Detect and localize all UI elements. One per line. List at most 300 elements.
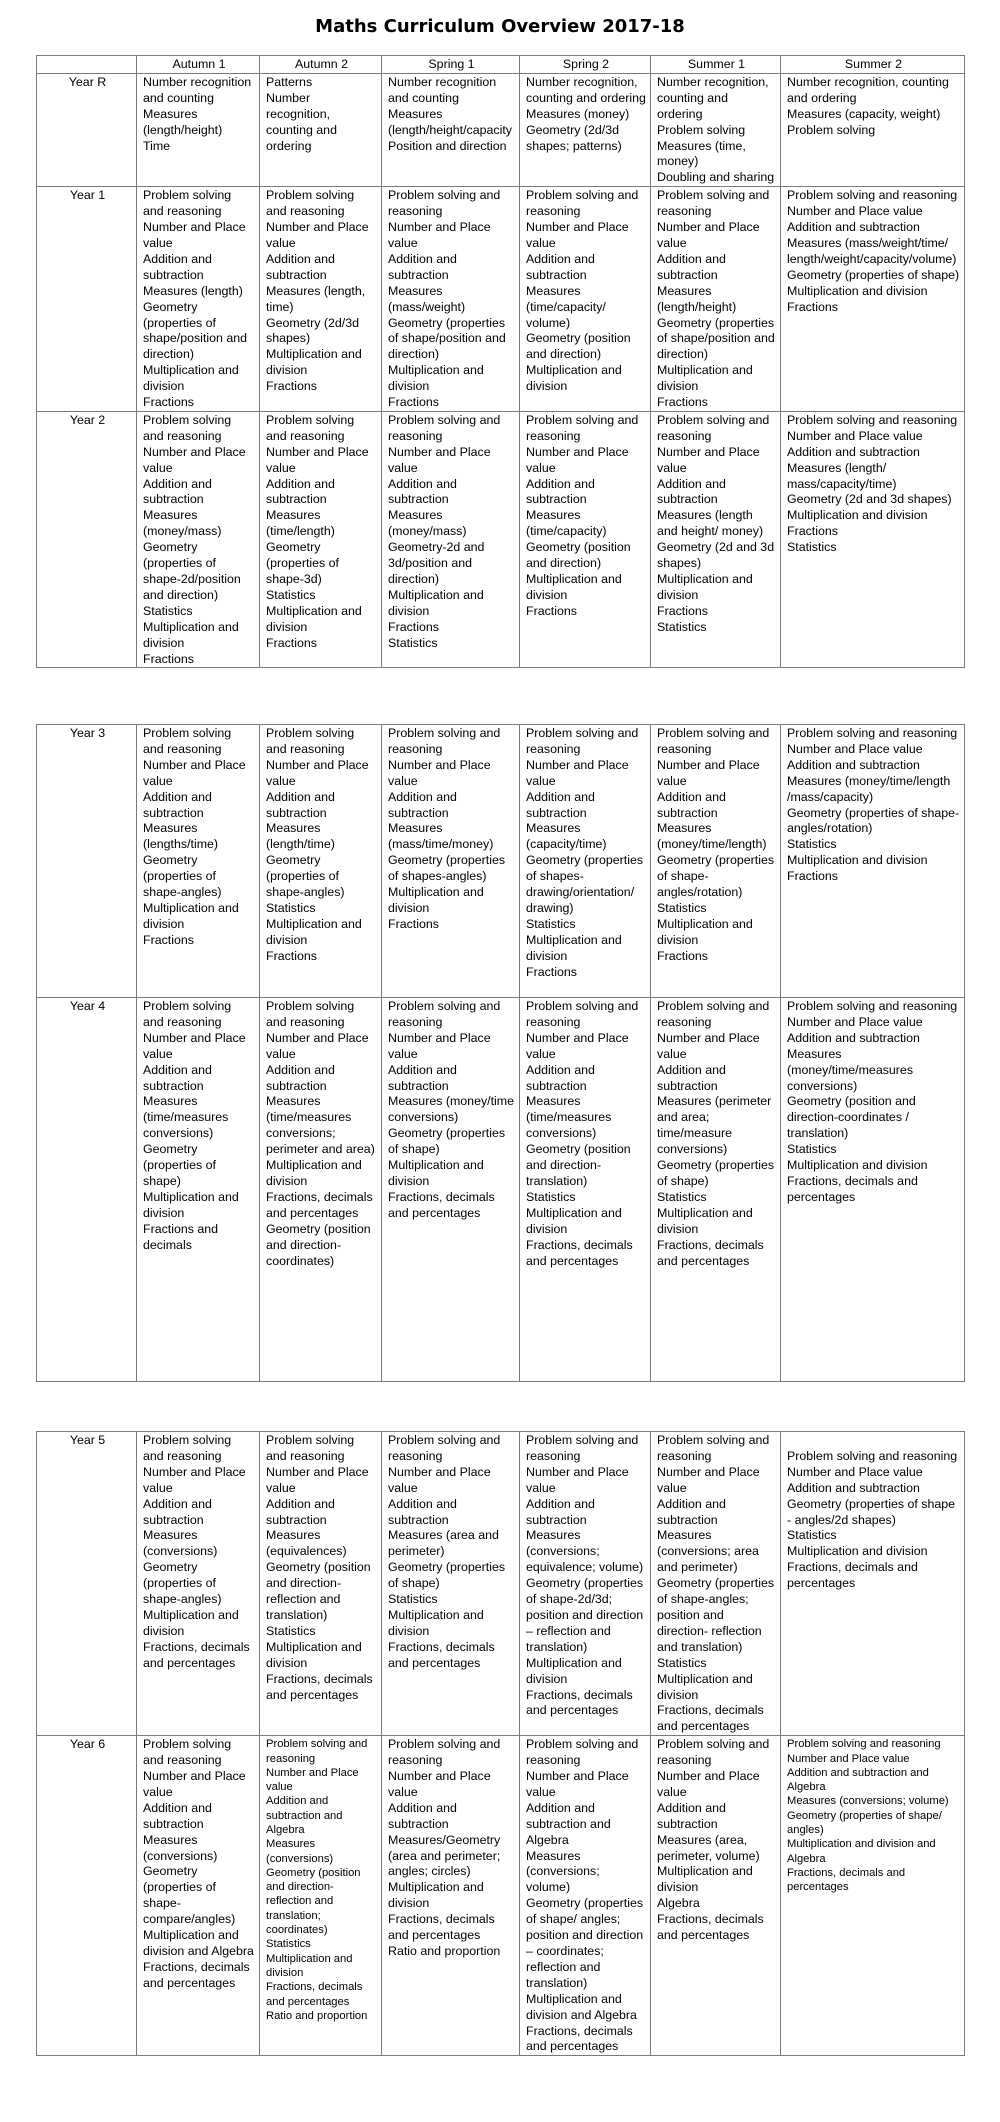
cell-spring-1: [382, 998, 520, 1382]
topic-line: Statistics: [526, 916, 576, 931]
curriculum-table-part-3: [36, 1431, 965, 2056]
topic-line: Multiplication and division: [657, 1864, 753, 1895]
topic-line: Multiplication and division: [657, 1205, 753, 1236]
topic-line: Multiplication and division: [787, 1158, 928, 1173]
cell-autumn-1: [137, 1432, 260, 1736]
topic-line: Problem solving and reasoning: [143, 188, 232, 219]
topic-line: Problem solving and reasoning: [526, 999, 639, 1029]
topic-line: Multiplication and division: [787, 1544, 928, 1559]
topic-line: Multiplication and division: [657, 1671, 753, 1702]
topic-line: Fractions, decimals and percentages: [266, 1189, 373, 1220]
year-label: Year 2: [37, 411, 137, 668]
topic-line: Fractions: [143, 932, 194, 947]
topic-line: Geometry (properties of shape/ angles; position and direction – coordinates; reflection and translation): [526, 1896, 644, 1990]
table-row-year-1: [37, 187, 965, 412]
topic-line: Multiplication and division and Algebra: [526, 1991, 637, 2022]
topic-line: Problem solving and reasoning: [657, 412, 770, 443]
topic-line: Addition and subtraction: [657, 1496, 726, 1527]
topic-line: Multiplication and division and Algebra: [143, 1928, 254, 1958]
curriculum-table-part-2: [36, 724, 965, 1382]
cell-autumn-2: [260, 1736, 382, 2056]
topic-line: Fractions, decimals and percentages: [657, 1912, 764, 1943]
cell-spring-1: [382, 1736, 520, 2056]
topic-line: Problem solving and reasoning: [787, 412, 958, 427]
topic-line: Fractions: [787, 299, 838, 314]
table-row-year-4: [37, 998, 965, 1382]
topic-line: Statistics: [266, 1938, 311, 1951]
topic-line: Number and Place value: [143, 1464, 246, 1495]
cell-autumn-1: [137, 1736, 260, 2056]
topic-line: Geometry (position and direction-reflection and translation; coordinates): [266, 1866, 361, 1937]
cell-summer-1: [651, 1432, 781, 1736]
topic-line: Multiplication and division: [143, 619, 239, 650]
topic-line: Statistics: [787, 1142, 837, 1157]
topic-line: Statistics: [657, 1655, 707, 1670]
topic-line: Problem solving and reasoning: [657, 188, 770, 219]
topic-line: Multiplication and division: [657, 916, 753, 947]
topic-line: Addition and subtraction: [657, 1800, 726, 1831]
table-row-year-5: [37, 1432, 965, 1736]
cell-spring-1: [382, 187, 520, 412]
topic-line: Number and Place value: [657, 220, 760, 250]
topic-line: Geometry (properties of shape-angles): [266, 853, 345, 900]
topic-line: Number and Place value: [143, 220, 246, 250]
topic-line: Measures (mass/weight): [388, 283, 466, 314]
topic-line: Multiplication and division: [388, 1880, 484, 1911]
topic-line: Fractions: [526, 964, 577, 979]
topic-line: Statistics: [657, 1189, 707, 1204]
topic-line: Multiplication and division: [266, 1158, 362, 1188]
topic-line: Problem solving and reasoning: [787, 1448, 958, 1463]
topic-line: Geometry (properties of shape/position and direction): [657, 315, 775, 362]
cell-spring-1: [382, 725, 520, 998]
topic-line: Statistics: [787, 837, 837, 852]
topic-line: Problem solving and reasoning: [143, 999, 232, 1029]
topic-line: Multiplication and division: [657, 363, 753, 394]
topic-line: Measures (conversions; area and perimeter): [657, 1528, 759, 1575]
topic-line: Addition and subtraction: [657, 789, 726, 820]
topic-line: Multiplication and division: [266, 916, 362, 947]
table-row-year-r: [37, 73, 965, 186]
topic-line: Number recognition, counting and ordering: [787, 74, 949, 105]
topic-line: Problem solving and reasoning: [388, 1737, 501, 1768]
topic-line: Number recognition and counting: [388, 74, 497, 105]
topic-line: Number and Place value: [657, 1464, 760, 1495]
topic-line: Statistics: [266, 587, 316, 602]
topic-line: Number and Place value: [526, 444, 629, 475]
topic-line: Measures (equivalences): [266, 1528, 347, 1559]
topic-line: Measures (money/time conversions): [388, 1094, 515, 1125]
topic-line: Measures (area, perimeter, volume): [657, 1832, 760, 1863]
cell-summer-2: [781, 187, 965, 412]
topic-line: Measures (mass/time/money): [388, 821, 494, 852]
topic-line: Addition and subtraction: [657, 476, 726, 507]
topic-line: Problem solving and reasoning: [143, 1737, 232, 1768]
topic-line: Measures (money/time/measures conversions): [787, 1046, 914, 1093]
topic-line: Addition and subtraction: [143, 1496, 212, 1527]
cell-autumn-2: [260, 998, 382, 1382]
topic-line: Geometry (properties of shape): [143, 1142, 217, 1188]
cell-autumn-1: [137, 998, 260, 1382]
cell-summer-1: [651, 725, 781, 998]
topic-line: Geometry (2d/3d shapes): [266, 315, 359, 346]
header-autumn-2: Autumn 2: [260, 56, 382, 74]
topic-line: Addition and subtraction and Algebra: [787, 1766, 929, 1794]
topic-line: Time: [143, 138, 171, 153]
topic-line: Addition and subtraction: [266, 251, 335, 282]
topic-line: Multiplication and division: [143, 363, 239, 394]
topic-line: Geometry (properties of shapes-drawing/orientation/ drawing): [526, 853, 644, 915]
topic-line: Statistics: [266, 900, 316, 915]
topic-line: Addition and subtraction: [787, 1030, 920, 1045]
topic-line: Problem solving and reasoning: [388, 188, 501, 219]
topic-line: Addition and subtraction: [388, 1496, 457, 1527]
topic-line: Geometry (properties of shape): [388, 1560, 506, 1591]
topic-line: Number and Place value: [787, 1464, 923, 1479]
topic-line: Multiplication and division: [266, 603, 362, 634]
topic-line: Multiplication and division: [787, 853, 928, 868]
topic-line: Measures/Geometry (area and perimeter; angles; circles): [388, 1832, 501, 1879]
topic-line: Problem solving and reasoning: [657, 1433, 770, 1463]
topic-line: Fractions: [143, 395, 194, 410]
header-spring-1: Spring 1: [382, 56, 520, 74]
topic-line: Measures (money/time/length): [657, 821, 767, 852]
cell-summer-2: [781, 725, 965, 998]
topic-line: Geometry (properties of shape-angles/rotation): [787, 805, 960, 836]
topic-line: Problem solving and reasoning: [388, 726, 501, 756]
topic-line: Measures (length and height/ money): [657, 508, 764, 539]
topic-line: Fractions, decimals and percentages: [266, 1981, 363, 2008]
year-label: Year R: [37, 73, 137, 186]
topic-line: Fractions: [657, 603, 708, 618]
topic-line: Multiplication and division: [143, 900, 239, 931]
header-corner: [37, 56, 137, 74]
topic-line: Problem solving and reasoning: [526, 1737, 639, 1768]
topic-line: Geometry (properties of shape): [787, 267, 960, 282]
topic-line: Multiplication and division: [526, 572, 622, 602]
topic-line: Addition and subtraction: [388, 1062, 457, 1093]
topic-line: Fractions: [787, 869, 838, 884]
cell-summer-1: [651, 1736, 781, 2056]
topic-line: Number recognition, counting and ordering: [526, 74, 646, 105]
topic-line: Measures (time/measures conversions): [143, 1094, 229, 1141]
topic-line: Fractions and decimals: [143, 1221, 219, 1252]
topic-line: Number and Place value: [388, 1464, 491, 1495]
page-title: Maths Curriculum Overview 2017-18: [315, 16, 685, 37]
topic-line: Geometry (2d and 3d shapes): [657, 540, 775, 571]
cell-summer-1: [651, 187, 781, 412]
topic-line: Number and Place value: [266, 444, 369, 475]
topic-line: Measures (length/time): [266, 821, 335, 852]
topic-line: Problem solving and reasoning: [143, 412, 232, 443]
cell-spring-1: [382, 411, 520, 668]
topic-line: Problem solving and reasoning: [266, 188, 355, 219]
topic-line: Addition and subtraction: [143, 476, 212, 507]
topic-line: Multiplication and division: [388, 363, 484, 394]
topic-line: Measures (time/capacity): [526, 508, 607, 539]
topic-line: Number and Place value: [143, 1769, 246, 1799]
curriculum-table-part-1: [36, 55, 965, 668]
topic-line: Measures (conversions; volume): [526, 1848, 600, 1895]
topic-line: Number and Place value: [266, 1030, 369, 1061]
topic-line: Geometry (position and direction-coordinates / translation): [787, 1094, 916, 1141]
topic-line: Problem solving and reasoning: [657, 726, 770, 756]
topic-line: Measures (money/mass): [388, 508, 467, 539]
topic-line: Number and Place value: [787, 428, 923, 443]
topic-line: Statistics: [388, 1592, 438, 1607]
cell-autumn-2: [260, 411, 382, 668]
topic-line: Addition and subtraction: [526, 789, 595, 820]
topic-line: Problem solving and reasoning: [657, 1737, 770, 1768]
topic-line: Measures (conversions; equivalence; volume): [526, 1528, 644, 1575]
topic-line: Measures (money): [526, 106, 630, 121]
topic-line: Measures (capacity/time): [526, 821, 607, 852]
topic-line: Fractions, decimals and percentages: [657, 1703, 764, 1734]
topic-line: Number and Place value: [657, 1769, 760, 1799]
topic-line: Number and Place value: [657, 444, 760, 475]
topic-line: Measures (length/height): [657, 283, 737, 314]
topic-line: Fractions, decimals and percentages: [143, 1959, 250, 1990]
topic-line: Measures (perimeter and area; time/measure conversions): [657, 1094, 772, 1157]
topic-line: Multiplication and division: [143, 1189, 239, 1220]
topic-line: Position and direction: [388, 138, 507, 153]
topic-line: Multiplication and division: [388, 885, 484, 915]
topic-line: Number and Place value: [526, 1464, 629, 1495]
topic-line: Number recognition, counting and ordering: [266, 90, 337, 153]
topic-line: Number and Place value: [526, 1030, 629, 1061]
topic-line: Number and Place value: [787, 204, 923, 219]
topic-line: Addition and subtraction and Algebra: [266, 1795, 343, 1836]
cell-summer-2: [781, 411, 965, 668]
topic-line: Number and Place value: [143, 1030, 246, 1061]
cell-autumn-2: [260, 1432, 382, 1736]
header-summer-2: Summer 2: [781, 56, 965, 74]
topic-line: Problem solving and reasoning: [787, 999, 958, 1013]
topic-line: Addition and subtraction: [388, 1800, 457, 1831]
topic-line: Geometry (properties of shape-angles/rotation): [657, 853, 775, 900]
topic-line: Fractions, decimals and percentages: [388, 1189, 495, 1220]
topic-line: Number and Place value: [526, 757, 629, 788]
topic-line: Geometry (properties of shape-angles): [143, 853, 222, 900]
cell-summer-2: [781, 998, 965, 1382]
topic-line: Multiplication and division: [526, 1205, 622, 1236]
topic-line: Addition and subtraction: [526, 1496, 595, 1527]
header-autumn-1: Autumn 1: [137, 56, 260, 74]
topic-line: Addition and subtraction: [266, 1062, 335, 1093]
topic-line: Number and Place value: [388, 757, 491, 788]
topic-line: Fractions, decimals and percentages: [526, 1687, 633, 1718]
topic-line: Problem solving and reasoning: [787, 726, 958, 740]
topic-line: Multiplication and division: [266, 1639, 362, 1670]
cell-spring-1: [382, 1432, 520, 1736]
topic-line: Statistics: [143, 603, 193, 618]
topic-line: Patterns: [266, 74, 313, 89]
topic-line: Number and Place value: [388, 1030, 491, 1061]
topic-line: Addition and subtraction: [266, 1496, 335, 1527]
topic-line: Problem solving and reasoning: [266, 999, 355, 1029]
topic-line: Problem solving and reasoning: [143, 726, 232, 756]
topic-line: Problem solving and reasoning: [526, 1433, 639, 1463]
topic-line: Fractions: [657, 395, 708, 410]
topic-line: Geometry (properties of shape/position and direction): [388, 315, 506, 362]
topic-line: Addition and subtraction: [526, 251, 595, 282]
topic-line: Geometry (properties of shape/ angles): [787, 1809, 942, 1836]
topic-line: Measures (length/ mass/capacity/time): [787, 460, 897, 491]
topic-line: Ratio and proportion: [266, 2009, 368, 2022]
topic-line: Addition and subtraction: [657, 251, 726, 282]
topic-line: Multiplication and division: [388, 1158, 484, 1188]
topic-line: Geometry (properties of shape - angles/2d shapes): [787, 1496, 956, 1527]
topic-line: Problem solving and reasoning: [787, 1738, 941, 1751]
cell-autumn-1: [137, 73, 260, 186]
topic-line: Problem solving and reasoning: [657, 999, 770, 1029]
topic-line: Addition and subtraction: [143, 251, 212, 282]
topic-line: Measures (capacity, weight): [787, 106, 941, 121]
topic-line: Number and Place value: [266, 220, 369, 250]
topic-line: Geometry (position and direction): [526, 540, 631, 571]
topic-line: Fractions: [143, 651, 194, 666]
topic-line: Measures (money/time/length /mass/capacity): [787, 773, 951, 804]
table-row-year-2: [37, 411, 965, 668]
topic-line: Measures (conversions; volume): [787, 1795, 949, 1808]
topic-line: Geometry (properties of shape-3d): [266, 540, 340, 586]
topic-line: Geometry (properties of shape-angles; position and direction- reflection and translation): [657, 1576, 775, 1654]
topic-line: Problem solving and reasoning: [526, 188, 639, 219]
cell-autumn-2: [260, 187, 382, 412]
topic-line: Addition and subtraction: [657, 1062, 726, 1093]
topic-line: Number recognition and counting: [143, 74, 252, 105]
topic-line: Addition and subtraction: [266, 789, 335, 820]
topic-line: Measures (time/capacity/ volume): [526, 283, 606, 330]
topic-line: Addition and subtraction: [143, 789, 212, 820]
topic-line: Problem solving and reasoning: [388, 1433, 501, 1463]
topic-line: Problem solving and reasoning: [266, 726, 355, 756]
topic-line: Measures (area and perimeter): [388, 1528, 499, 1559]
topic-line: Fractions: [266, 948, 317, 963]
topic-line: Measures (length): [143, 283, 243, 298]
year-label: Year 5: [37, 1432, 137, 1736]
topic-line: Measures (lengths/time): [143, 821, 219, 852]
topic-line: Geometry (position and direction-coordinates): [266, 1221, 371, 1268]
cell-autumn-2: [260, 73, 382, 186]
topic-line: Multiplication and division: [388, 1607, 484, 1638]
cell-summer-1: [651, 411, 781, 668]
topic-line: Multiplication and division: [526, 363, 622, 394]
topic-line: Geometry-2d and 3d/position and direction): [388, 540, 485, 586]
topic-line: Number and Place value: [388, 220, 491, 250]
cell-spring-1: [382, 73, 520, 186]
topic-line: Problem solving: [787, 122, 876, 137]
cell-summer-2: [781, 1736, 965, 2056]
cell-summer-2: [781, 73, 965, 186]
year-label: Year 4: [37, 998, 137, 1382]
cell-summer-2: [781, 1432, 965, 1736]
topic-line: Multiplication and division: [787, 508, 928, 523]
topic-line: Measures (length/height/capacity: [388, 106, 512, 137]
topic-line: Fractions: [266, 379, 317, 394]
topic-line: Geometry (properties of shape): [388, 1126, 506, 1157]
year-label: Year 3: [37, 725, 137, 998]
cell-spring-2: [520, 411, 651, 668]
topic-line: Fractions, decimals and percentages: [526, 1237, 633, 1268]
topic-line: Problem solving and reasoning: [266, 1433, 355, 1463]
topic-line: Multiplication and division: [266, 347, 362, 378]
topic-line: Doubling and sharing: [657, 170, 775, 185]
topic-line: Fractions: [388, 395, 439, 410]
topic-line: Addition and subtraction: [388, 789, 457, 820]
topic-line: Addition and subtraction: [388, 476, 457, 507]
cell-autumn-1: [137, 725, 260, 998]
table-row-year-6: [37, 1736, 965, 2056]
topic-line: Number and Place value: [388, 444, 491, 475]
topic-line: Multiplication and division: [787, 283, 928, 298]
topic-line: Statistics: [266, 1623, 316, 1638]
topic-line: Statistics: [526, 1189, 576, 1204]
topic-line: Measures (length, time): [266, 283, 366, 314]
topic-line: Geometry (properties of shape-2d/position and direction): [143, 540, 241, 602]
topic-line: Problem solving and reasoning: [526, 726, 639, 756]
topic-line: Fractions: [388, 619, 439, 634]
topic-line: Fractions, decimals and percentages: [526, 2023, 633, 2054]
topic-line: Fractions, decimals and percentages: [143, 1639, 250, 1670]
topic-line: Number and Place value: [266, 1464, 369, 1495]
topic-line: Measures (conversions): [143, 1528, 218, 1559]
topic-line: Addition and subtraction: [526, 476, 595, 507]
topic-line: Multiplication and division: [143, 1607, 239, 1638]
topic-line: Addition and subtraction: [787, 757, 920, 772]
table-row-year-3: [37, 725, 965, 998]
cell-spring-2: [520, 1736, 651, 2056]
topic-line: Problem solving and reasoning: [266, 412, 355, 443]
topic-line: Statistics: [657, 619, 707, 634]
topic-line: Measures (length/height): [143, 106, 223, 137]
topic-line: Measures (time/measures conversions; perimeter and area): [266, 1094, 375, 1157]
header-row: [37, 56, 965, 74]
topic-line: Multiplication and division: [266, 1952, 353, 1979]
topic-line: Fractions, decimals and percentages: [787, 1866, 906, 1894]
topic-line: Fractions: [266, 635, 317, 650]
topic-line: Fractions, decimals and percentages: [266, 1671, 373, 1702]
topic-line: Number and Place value: [526, 220, 629, 250]
topic-line: Multiplication and division: [388, 587, 484, 618]
topic-line: Problem solving and reasoning: [143, 1433, 232, 1463]
topic-line: Fractions, decimals and percentages: [388, 1639, 495, 1670]
topic-line: Statistics: [657, 900, 707, 915]
topic-line: Problem solving and reasoning: [266, 1738, 368, 1765]
topic-line: Geometry (2d and 3d shapes): [787, 492, 952, 507]
header-spring-2: Spring 2: [520, 56, 651, 74]
topic-line: Multiplication and division: [526, 1655, 622, 1686]
topic-line: Measures (money/mass): [143, 508, 222, 539]
topic-line: Number and Place value: [266, 1766, 359, 1794]
topic-line: Fractions, decimals and percentages: [388, 1912, 495, 1943]
cell-summer-1: [651, 998, 781, 1382]
topic-line: Fractions: [526, 603, 577, 618]
topic-line: Number and Place value: [657, 757, 760, 788]
topic-line: [787, 1433, 960, 1449]
topic-line: Geometry (properties of shape-2d/3d; position and direction – reflection and translation): [526, 1576, 644, 1654]
topic-line: Addition and subtraction: [787, 444, 920, 459]
topic-line: Fractions, decimals and percentages: [787, 1560, 918, 1591]
topic-line: Problem solving and reasoning: [787, 188, 958, 203]
topic-line: Geometry (properties of shapes-angles): [388, 853, 506, 884]
topic-line: Geometry (properties of shape/position and direction): [143, 299, 248, 362]
topic-line: Number and Place value: [388, 1769, 491, 1799]
topic-line: Number and Place value: [657, 1030, 760, 1061]
header-summer-1: Summer 1: [651, 56, 781, 74]
cell-spring-2: [520, 725, 651, 998]
topic-line: Measures (conversions): [266, 1838, 334, 1865]
